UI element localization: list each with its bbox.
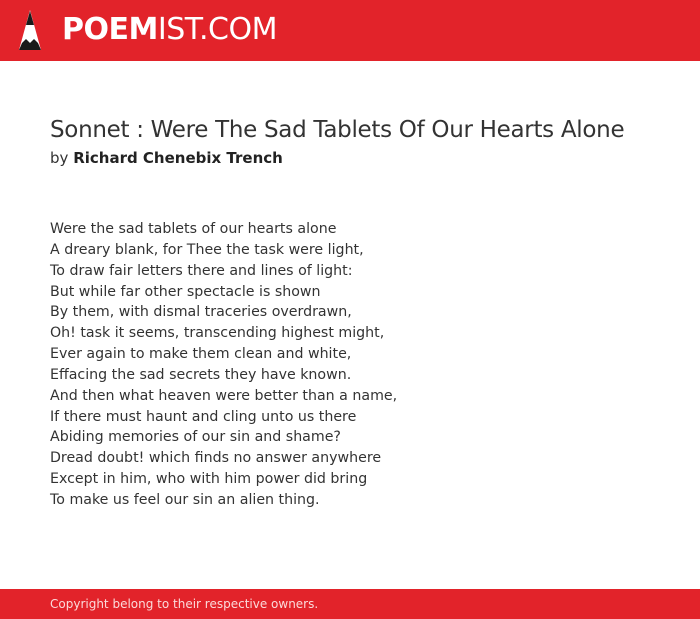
poem-line: By them, with dismal traceries overdrawn, [50, 304, 352, 321]
poem-line: But while far other spectacle is shown [50, 283, 321, 300]
poem-line: Effacing the sad secrets they have known. [50, 366, 352, 383]
pencil-icon[interactable] [18, 9, 42, 51]
poem-body [50, 219, 397, 511]
poem-line: To make us feel our sin an alien thing. [50, 491, 320, 508]
poem-line: And then what heaven were better than a name, [50, 387, 398, 404]
brand-bold: POEM [62, 12, 158, 47]
copyright-text: Copyright belong to their respective owners. [50, 597, 319, 611]
poem-line: Except in him, who with him power did bring [50, 471, 368, 488]
poem-line: Oh! task it seems, transcending highest might, [50, 325, 385, 342]
poem-title: Sonnet : Were The Sad Tablets Of Our Hearts Alone [50, 117, 625, 143]
poem-line: Ever again to make them clean and white, [50, 346, 352, 363]
poem-line: If there must haunt and cling unto us there [50, 408, 357, 425]
author-name: Richard Chenebix Trench [73, 149, 283, 167]
poem-line: A dreary blank, for Thee the task were light, [50, 241, 364, 258]
poem-line: Dread doubt! which finds no answer anywhere [50, 450, 382, 467]
brand-light: IST.COM [157, 12, 277, 47]
by-label: by [50, 149, 69, 167]
byline [50, 149, 283, 167]
site-header [0, 0, 700, 61]
poem-line: Were the sad tablets of our hearts alone [50, 221, 337, 237]
site-footer [0, 589, 700, 619]
site-logo[interactable] [62, 12, 277, 48]
poem-line: To draw fair letters there and lines of light: [50, 262, 353, 279]
poem-line: Abiding memories of our sin and shame? [50, 429, 341, 446]
